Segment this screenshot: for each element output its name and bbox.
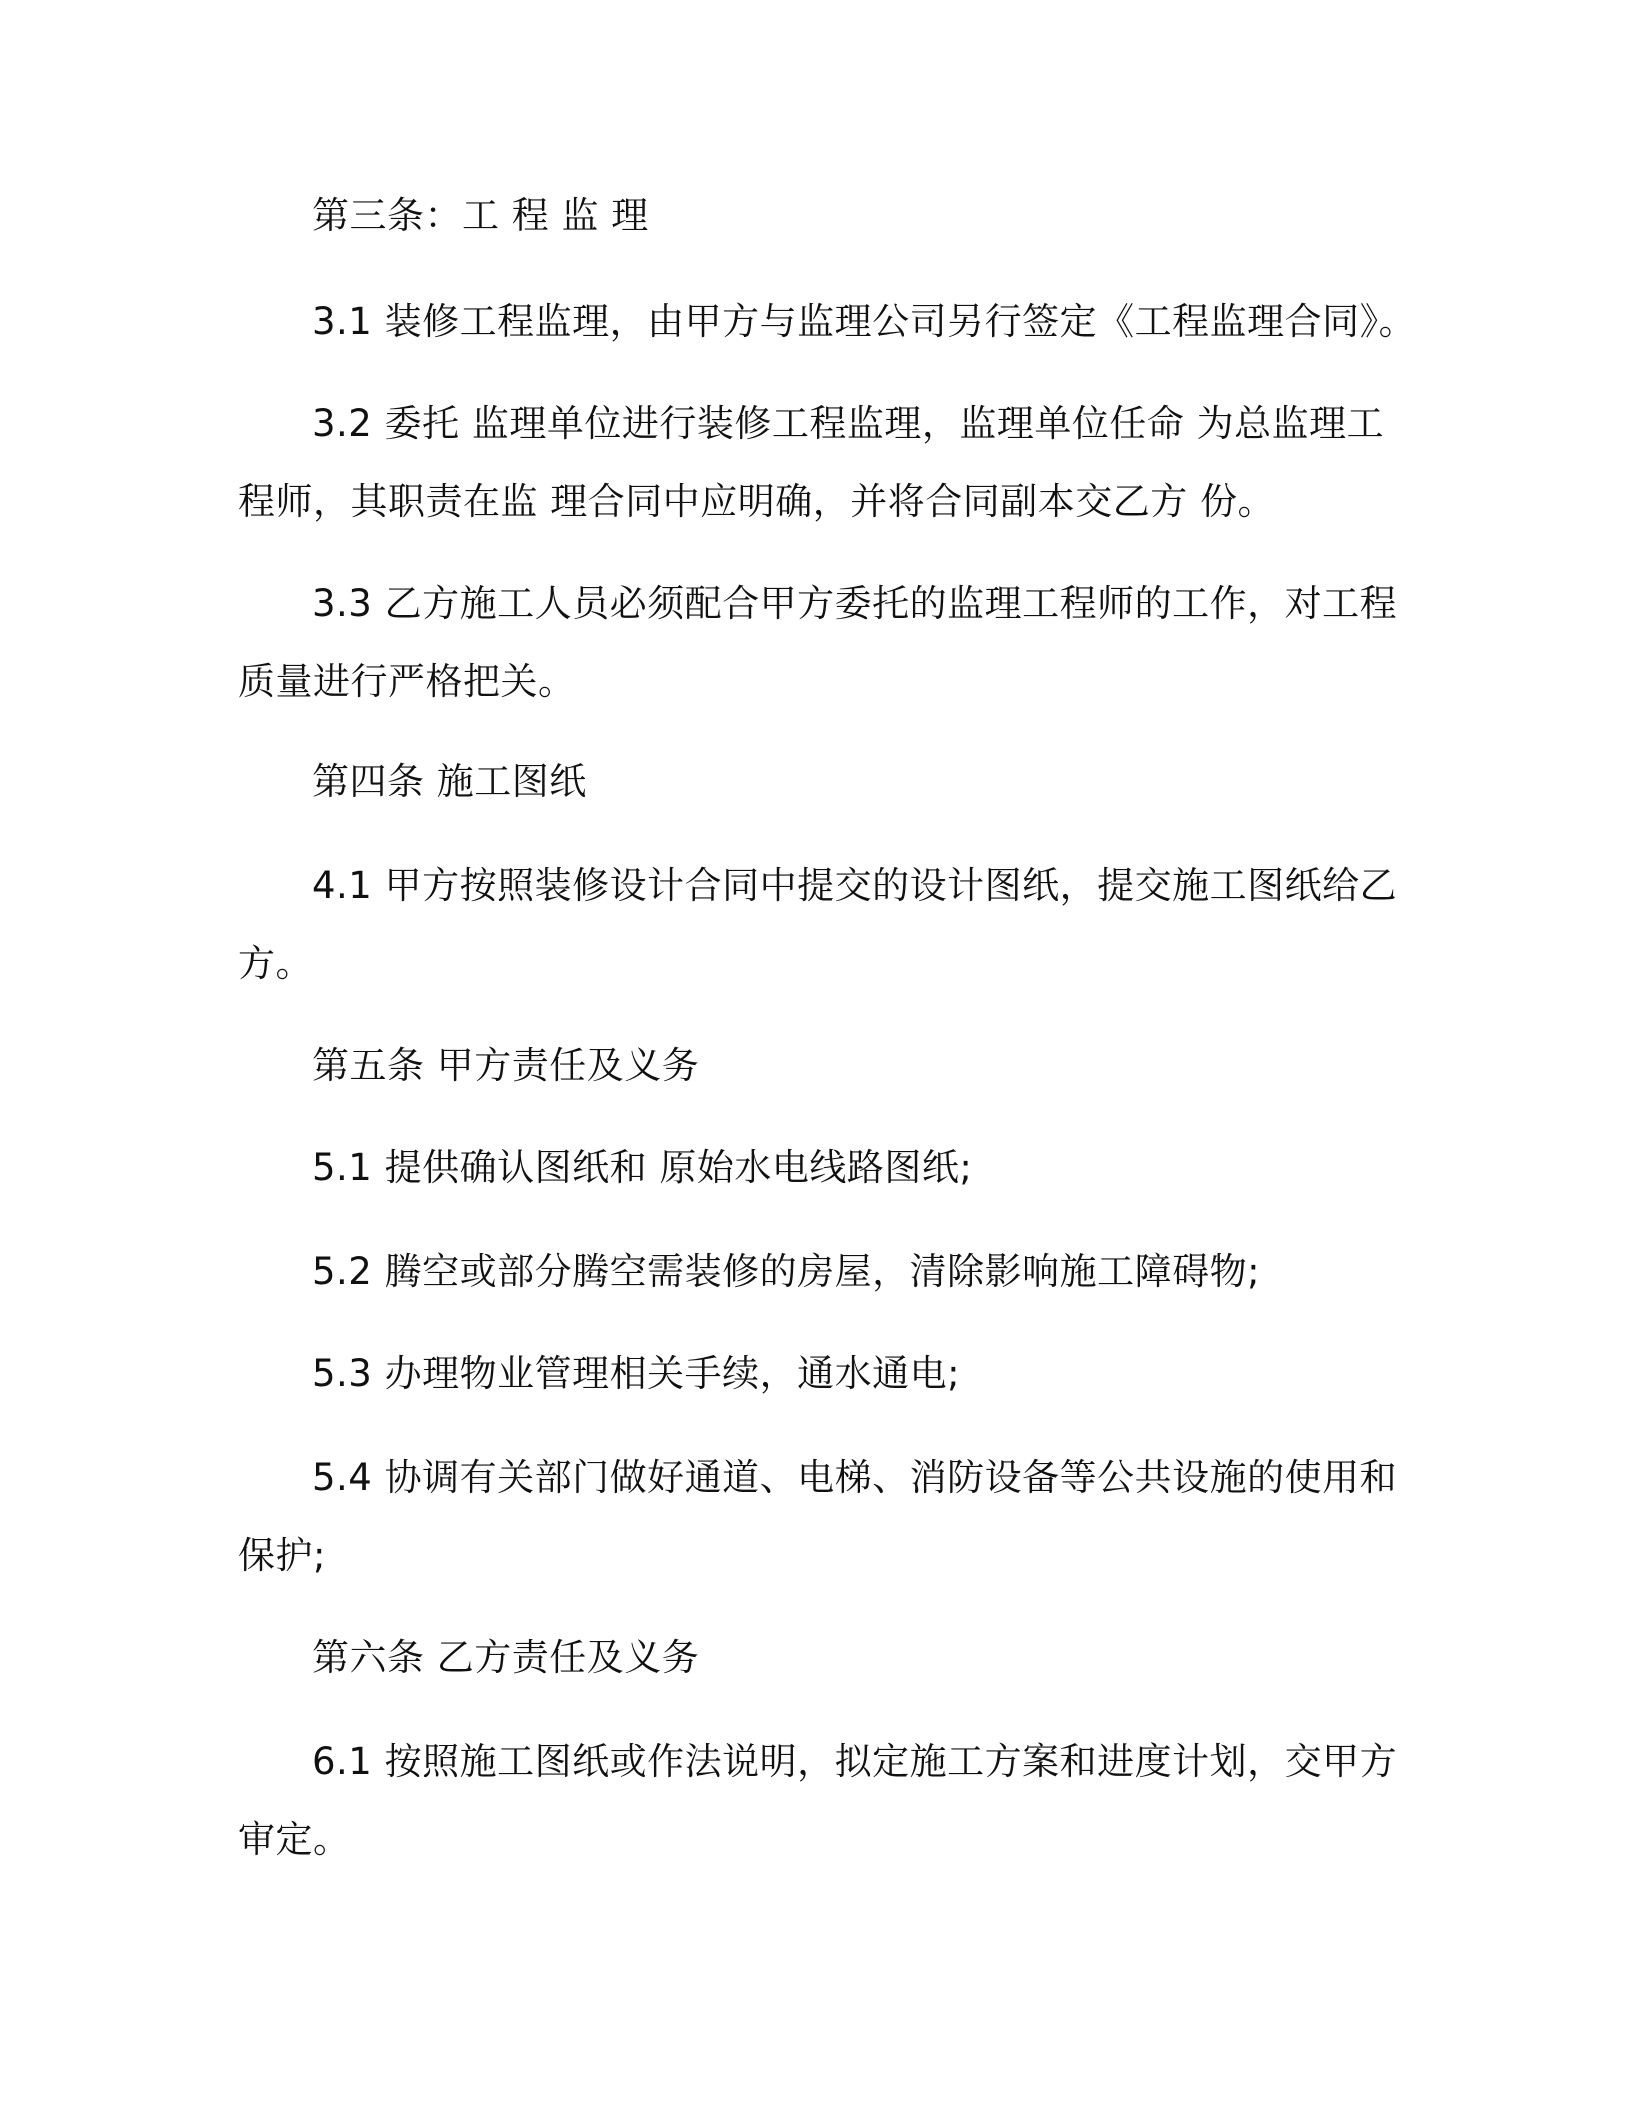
clause-6-1-line-1: 6.1 按照施工图纸或作法说明，拟定施工方案和进度计划，交甲方 bbox=[312, 1740, 1398, 1783]
clause-4-1-line-2: 方。 bbox=[238, 942, 313, 985]
clause-3-1: 3.1 装修工程监理，由甲方与监理公司另行签定《工程监理合同》。 bbox=[312, 300, 1417, 343]
clause-3-3-line-1: 3.3 乙方施工人员必须配合甲方委托的监理工程师的工作，对工程 bbox=[312, 582, 1398, 625]
clause-4-1-line-1: 4.1 甲方按照装修设计合同中提交的设计图纸，提交施工图纸给乙 bbox=[312, 864, 1398, 907]
clause-5-1: 5.1 提供确认图纸和 原始水电线路图纸; bbox=[312, 1146, 973, 1189]
article-6-heading: 第六条 乙方责任及义务 bbox=[312, 1636, 700, 1679]
article-4-heading: 第四条 施工图纸 bbox=[312, 760, 587, 803]
clause-5-3: 5.3 办理物业管理相关手续，通水通电; bbox=[312, 1352, 961, 1395]
clause-3-3-line-2: 质量进行严格把关。 bbox=[238, 660, 576, 703]
article-5-heading: 第五条 甲方责任及义务 bbox=[312, 1044, 700, 1087]
clause-6-1-line-2: 审定。 bbox=[238, 1818, 351, 1861]
clause-5-4-line-2: 保护; bbox=[238, 1534, 326, 1577]
clause-5-4-line-1: 5.4 协调有关部门做好通道、电梯、消防设备等公共设施的使用和 bbox=[312, 1456, 1398, 1499]
clause-3-2-line-2: 程师，其职责在监 理合同中应明确，并将合同副本交乙方 份。 bbox=[238, 480, 1276, 523]
clause-3-2-line-1: 3.2 委托 监理单位进行装修工程监理，监理单位任命 为总监理工 bbox=[312, 402, 1385, 445]
clause-5-2: 5.2 腾空或部分腾空需装修的房屋，清除影响施工障碍物; bbox=[312, 1250, 1261, 1293]
article-3-heading: 第三条：工 程 监 理 bbox=[312, 194, 649, 237]
